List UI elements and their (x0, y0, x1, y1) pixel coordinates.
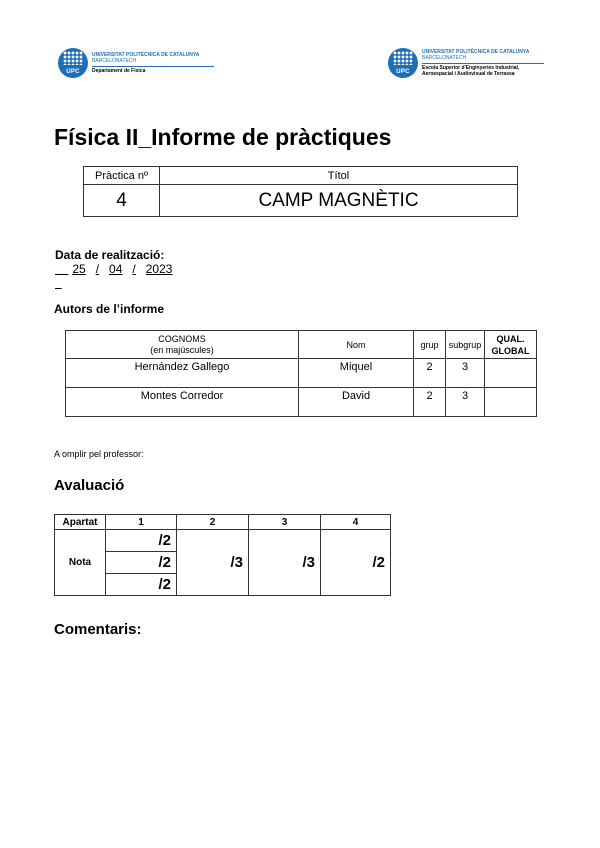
table-row (66, 359, 537, 388)
practice-title: CAMP MAGNÈTIC (160, 185, 518, 217)
score-cell: /2 (106, 530, 177, 552)
subgroup-header: subgrup (446, 331, 485, 359)
upc-logo-icon: UPC (58, 48, 88, 78)
name-header: Nom (299, 331, 414, 359)
evaluation-table (54, 514, 391, 596)
score-cell: /2 (106, 552, 177, 574)
authors-heading: Autors de l’informe (54, 302, 165, 316)
author-grade (485, 359, 537, 388)
date-line (55, 248, 174, 290)
practice-table (83, 166, 518, 217)
comments-heading: Comentaris: (54, 621, 142, 638)
upc-logo-icon: UPC (388, 48, 418, 78)
author-surname: Montes Corredor (66, 388, 299, 417)
date-label: Data de realització: (55, 248, 165, 262)
page-title: Física II_Informe de pràctiques (54, 124, 392, 150)
column-header: 2 (177, 515, 249, 530)
score-cell: /3 (249, 530, 321, 596)
apartat-label: Apartat (55, 515, 106, 530)
nota-label: Nota (55, 530, 106, 596)
column-header: 3 (249, 515, 321, 530)
author-name: Miquel (299, 359, 414, 388)
column-header: 4 (321, 515, 391, 530)
author-name: David (299, 388, 414, 417)
surname-header: COGNOMS (en majúscules) (66, 331, 299, 359)
group-header: grup (414, 331, 446, 359)
evaluation-heading: Avaluació (54, 477, 125, 494)
grade-header: QUAL. GLOBAL (485, 331, 537, 359)
column-header: 1 (106, 515, 177, 530)
table-row (66, 388, 537, 417)
score-cell: /3 (177, 530, 249, 596)
author-group: 2 (414, 359, 446, 388)
practice-number-header: Pràctica nº (84, 167, 160, 185)
practice-title-header: Títol (160, 167, 518, 185)
author-group: 2 (414, 388, 446, 417)
score-cell: /2 (106, 574, 177, 596)
practice-number: 4 (84, 185, 160, 217)
author-subgroup: 3 (446, 359, 485, 388)
upc-eseiaat-logo: UPC UNIVERSITAT POLITÈCNICA DE CATALUNYA BARCELONATECH Escola Superior d'Enginyeries Industrial, Aeroespacial i Audiovisual de Terrassa (388, 48, 544, 78)
author-surname: Hernández Gallego (66, 359, 299, 388)
authors-table (65, 330, 537, 417)
date-value: 25 / 04 / 2023 (72, 262, 173, 276)
professor-note: A omplir pel professor: (54, 449, 144, 459)
score-cell: /2 (321, 530, 391, 596)
author-subgroup: 3 (446, 388, 485, 417)
upc-physics-logo: UPC UNIVERSITAT POLITÈCNICA DE CATALUNYA BARCELONATECH Departament de Física (58, 48, 214, 78)
author-grade (485, 388, 537, 417)
